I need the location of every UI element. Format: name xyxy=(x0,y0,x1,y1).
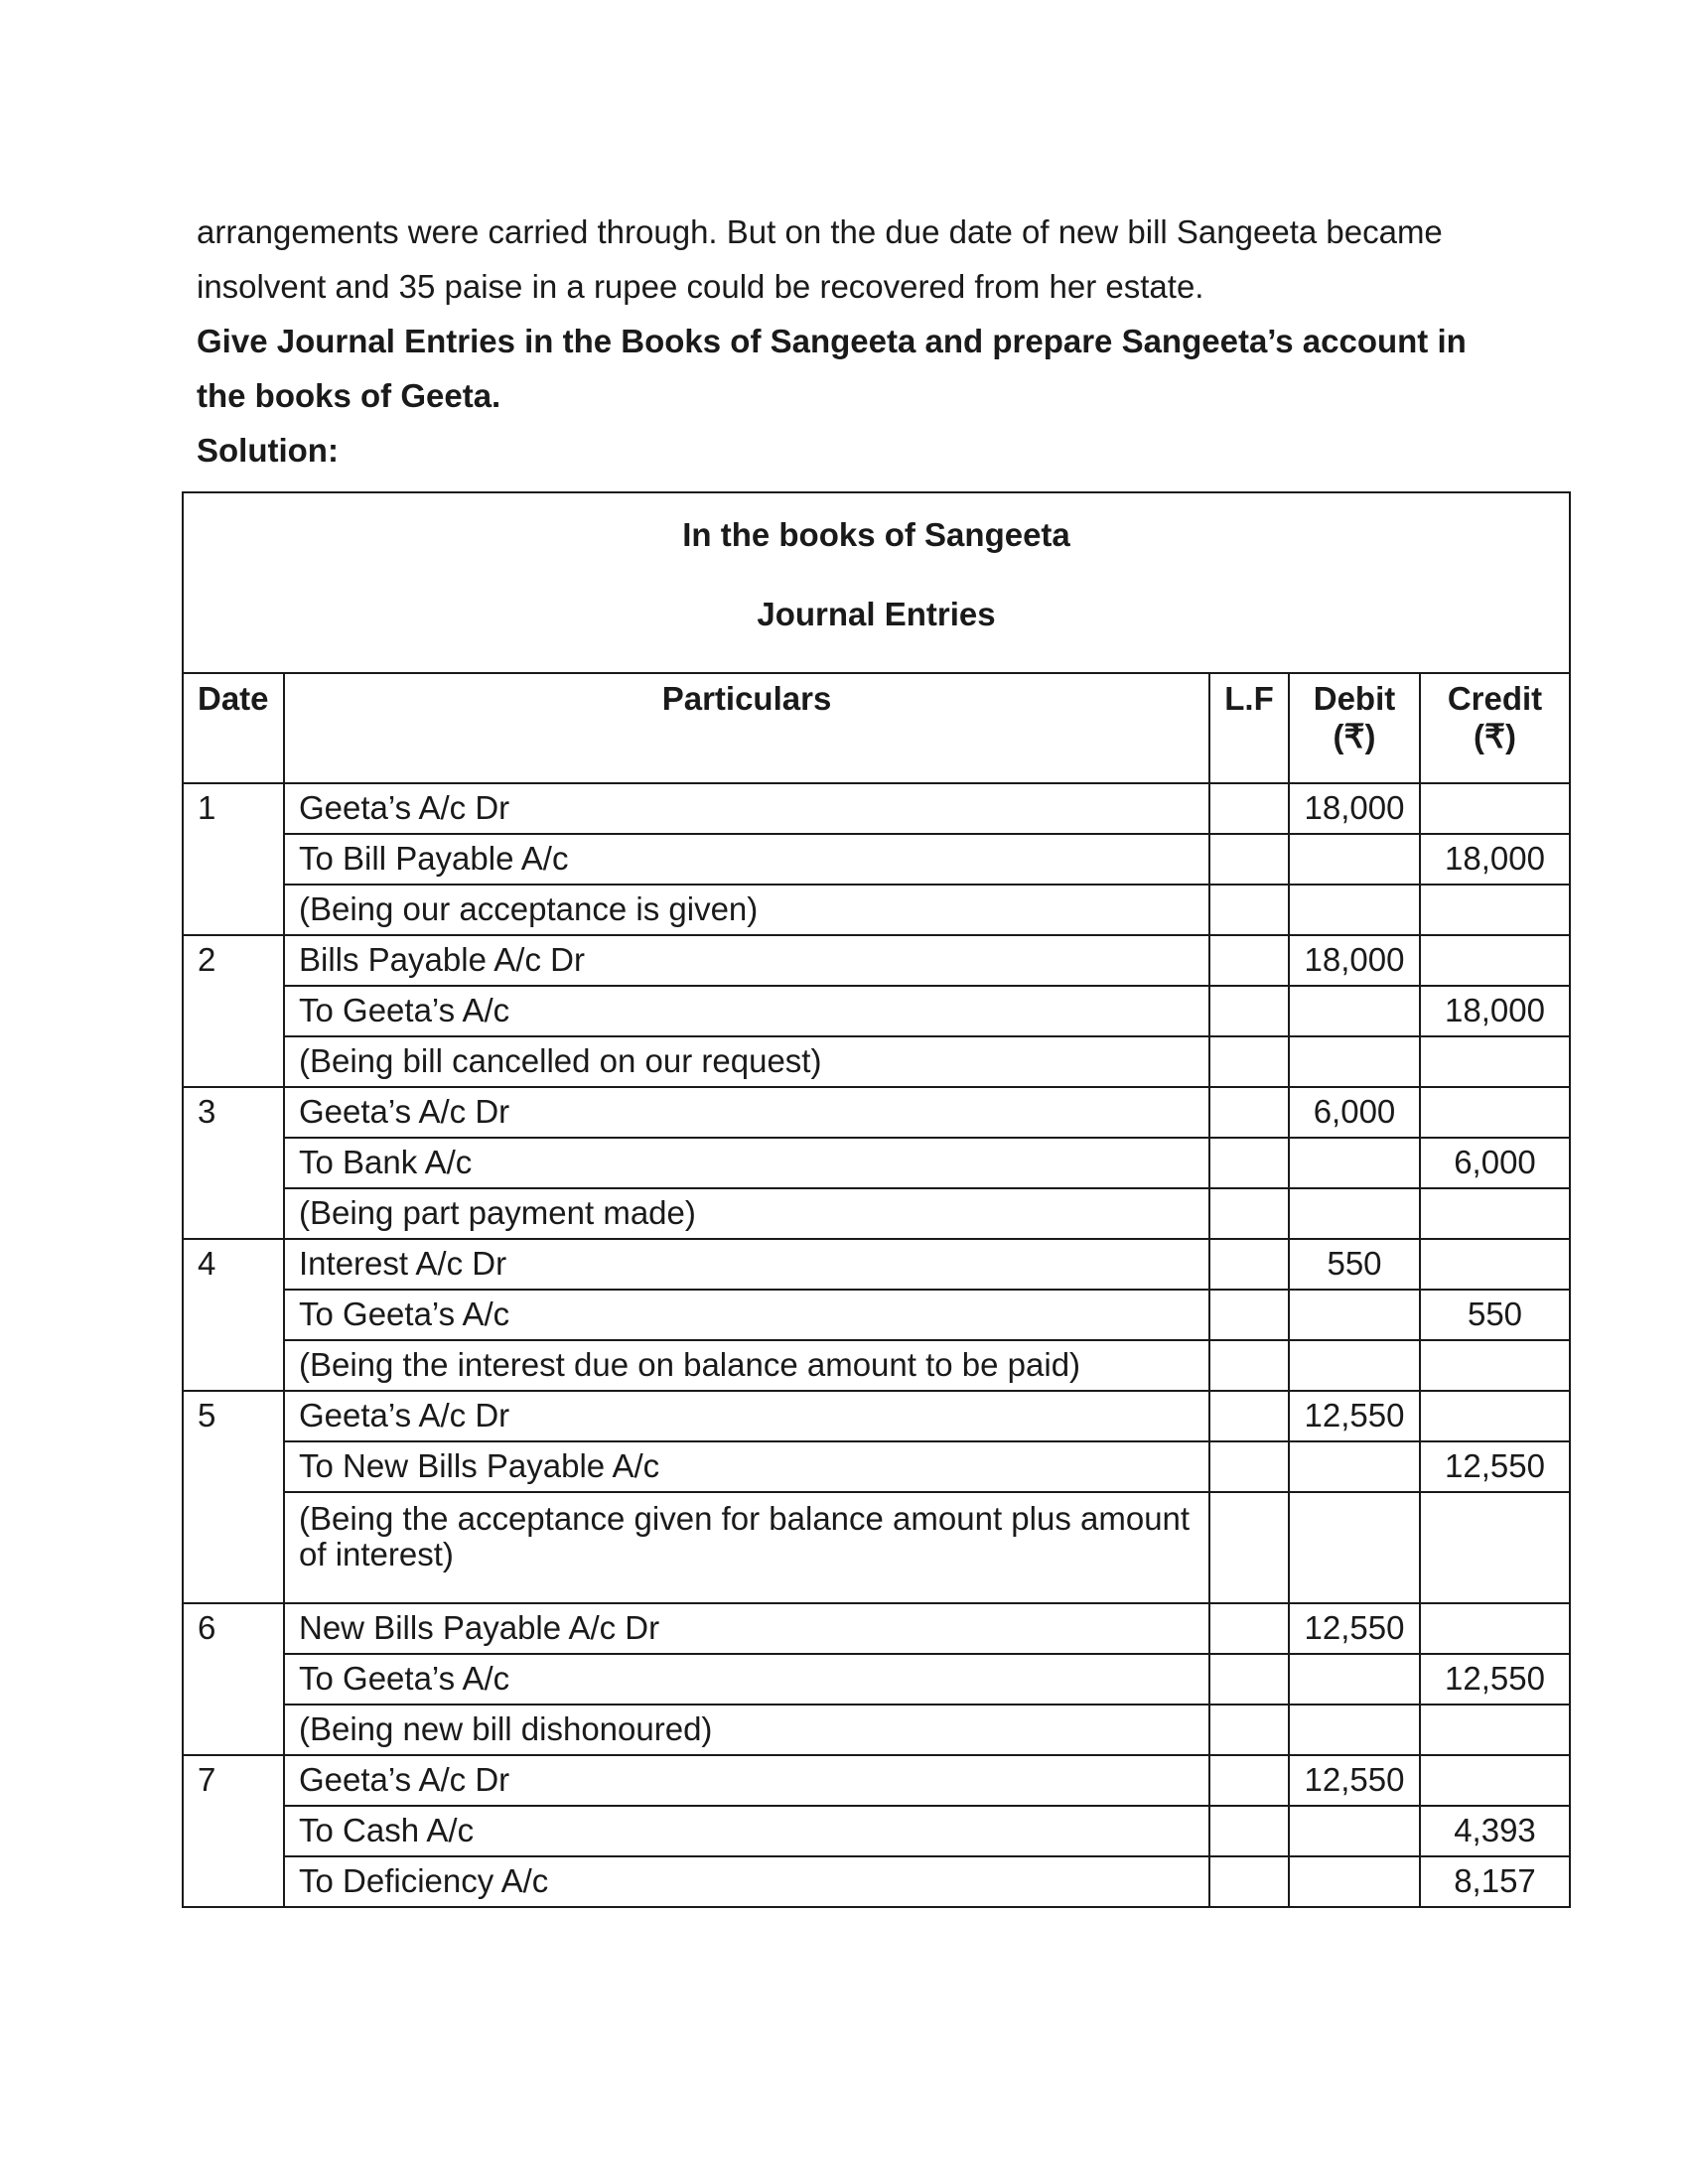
entry-debit: 18,000 xyxy=(1289,935,1420,986)
entry-debit: 6,000 xyxy=(1289,1087,1420,1138)
table-row xyxy=(183,1441,1570,1492)
entry-credit xyxy=(1420,935,1570,986)
entry-particulars: (Being bill cancelled on our request) xyxy=(284,1036,1209,1087)
entry-credit: 18,000 xyxy=(1420,986,1570,1036)
entry-debit xyxy=(1289,1340,1420,1391)
table-row xyxy=(183,1492,1570,1603)
entry-credit xyxy=(1420,1087,1570,1138)
entry-lf xyxy=(1209,1290,1289,1340)
entry-credit: 12,550 xyxy=(1420,1654,1570,1705)
entry-particulars: Geeta’s A/c Dr xyxy=(284,1087,1209,1138)
entry-credit: 8,157 xyxy=(1420,1856,1570,1907)
entry-particulars: (Being new bill dishonoured) xyxy=(284,1705,1209,1755)
table-row xyxy=(183,1755,1570,1806)
table-row xyxy=(183,834,1570,885)
entry-particulars: Geeta’s A/c Dr xyxy=(284,783,1209,834)
entry-particulars: (Being the interest due on balance amount to be paid) xyxy=(284,1340,1209,1391)
entry-date: 6 xyxy=(183,1603,284,1755)
table-row xyxy=(183,1036,1570,1087)
entry-debit: 18,000 xyxy=(1289,783,1420,834)
entry-lf xyxy=(1209,1441,1289,1492)
entry-debit xyxy=(1289,1492,1420,1603)
entry-particulars: Interest A/c Dr xyxy=(284,1239,1209,1290)
entry-particulars: Geeta’s A/c Dr xyxy=(284,1391,1209,1441)
entry-particulars: To Geeta’s A/c xyxy=(284,986,1209,1036)
entry-lf xyxy=(1209,1188,1289,1239)
entry-credit xyxy=(1420,1705,1570,1755)
entry-debit: 12,550 xyxy=(1289,1755,1420,1806)
table-row xyxy=(183,986,1570,1036)
entry-debit xyxy=(1289,1856,1420,1907)
header-credit xyxy=(1420,673,1570,783)
entry-lf xyxy=(1209,935,1289,986)
entry-debit xyxy=(1289,885,1420,935)
journal-title-cell xyxy=(183,492,1570,673)
entry-particulars: To Bill Payable A/c xyxy=(284,834,1209,885)
entry-lf xyxy=(1209,1654,1289,1705)
header-debit xyxy=(1289,673,1420,783)
entry-particulars: To Bank A/c xyxy=(284,1138,1209,1188)
entry-particulars: Bills Payable A/c Dr xyxy=(284,935,1209,986)
journal-subtitle: Journal Entries xyxy=(757,596,996,632)
entry-particulars: To Deficiency A/c xyxy=(284,1856,1209,1907)
entry-date: 3 xyxy=(183,1087,284,1239)
entry-credit xyxy=(1420,1492,1570,1603)
table-row xyxy=(183,1239,1570,1290)
table-row xyxy=(183,783,1570,834)
entry-particulars: Geeta’s A/c Dr xyxy=(284,1755,1209,1806)
entry-debit xyxy=(1289,1441,1420,1492)
entry-lf xyxy=(1209,1856,1289,1907)
entry-credit: 6,000 xyxy=(1420,1138,1570,1188)
intro-paragraph xyxy=(197,205,1487,478)
table-row xyxy=(183,1188,1570,1239)
entry-lf xyxy=(1209,1492,1289,1603)
table-row xyxy=(183,1087,1570,1138)
entry-credit xyxy=(1420,885,1570,935)
table-row xyxy=(183,1391,1570,1441)
table-row xyxy=(183,1138,1570,1188)
entry-particulars: (Being our acceptance is given) xyxy=(284,885,1209,935)
entry-debit xyxy=(1289,1290,1420,1340)
entry-particulars: (Being part payment made) xyxy=(284,1188,1209,1239)
table-row xyxy=(183,1603,1570,1654)
entry-credit xyxy=(1420,1603,1570,1654)
entry-particulars: To New Bills Payable A/c xyxy=(284,1441,1209,1492)
table-row xyxy=(183,1290,1570,1340)
intro-line-1: arrangements were carried through. But on the due date of new bill Sangeeta became xyxy=(197,213,1443,250)
entry-particulars: (Being the acceptance given for balance amount plus amount of interest) xyxy=(284,1492,1209,1603)
entry-debit xyxy=(1289,1138,1420,1188)
entry-date: 4 xyxy=(183,1239,284,1391)
header-date: Date xyxy=(183,673,284,783)
entry-lf xyxy=(1209,1340,1289,1391)
header-credit-unit: (₹) xyxy=(1474,718,1516,754)
entry-credit xyxy=(1420,1755,1570,1806)
entry-lf xyxy=(1209,1087,1289,1138)
entry-credit: 18,000 xyxy=(1420,834,1570,885)
entry-debit xyxy=(1289,1806,1420,1856)
table-row xyxy=(183,1806,1570,1856)
entry-lf xyxy=(1209,986,1289,1036)
entry-debit xyxy=(1289,834,1420,885)
entry-particulars: To Geeta’s A/c xyxy=(284,1290,1209,1340)
entry-credit xyxy=(1420,783,1570,834)
entry-debit: 12,550 xyxy=(1289,1603,1420,1654)
table-header-row xyxy=(183,673,1570,783)
table-row xyxy=(183,935,1570,986)
entry-date: 1 xyxy=(183,783,284,935)
entry-date: 5 xyxy=(183,1391,284,1603)
entry-lf xyxy=(1209,1806,1289,1856)
entry-debit: 550 xyxy=(1289,1239,1420,1290)
journal-body xyxy=(183,783,1570,1907)
table-row xyxy=(183,885,1570,935)
entry-lf xyxy=(1209,1391,1289,1441)
entry-debit xyxy=(1289,1036,1420,1087)
entry-lf xyxy=(1209,1138,1289,1188)
header-credit-label: Credit xyxy=(1447,680,1543,717)
entry-credit xyxy=(1420,1036,1570,1087)
entry-lf xyxy=(1209,1705,1289,1755)
entry-debit: 12,550 xyxy=(1289,1391,1420,1441)
question-line-1: Give Journal Entries in the Books of Sangeeta and prepare Sangeeta’s account in xyxy=(197,323,1467,359)
entry-lf xyxy=(1209,1239,1289,1290)
entry-particulars: New Bills Payable A/c Dr xyxy=(284,1603,1209,1654)
entry-lf xyxy=(1209,885,1289,935)
entry-lf xyxy=(1209,783,1289,834)
header-debit-unit: (₹) xyxy=(1333,718,1376,754)
table-row xyxy=(183,1340,1570,1391)
solution-label: Solution: xyxy=(197,432,339,469)
entry-particulars: To Cash A/c xyxy=(284,1806,1209,1856)
table-row xyxy=(183,1654,1570,1705)
table-row xyxy=(183,1856,1570,1907)
entry-credit: 4,393 xyxy=(1420,1806,1570,1856)
entry-debit xyxy=(1289,1654,1420,1705)
entry-debit xyxy=(1289,1705,1420,1755)
entry-debit xyxy=(1289,1188,1420,1239)
header-particulars: Particulars xyxy=(284,673,1209,783)
header-debit-label: Debit xyxy=(1313,680,1396,717)
entry-credit xyxy=(1420,1239,1570,1290)
entry-debit xyxy=(1289,986,1420,1036)
question-line-2: the books of Geeta. xyxy=(197,377,501,414)
journal-table xyxy=(182,491,1571,1908)
journal-title: In the books of Sangeeta xyxy=(682,516,1070,553)
table-row xyxy=(183,1705,1570,1755)
entry-credit: 550 xyxy=(1420,1290,1570,1340)
intro-line-2: insolvent and 35 paise in a rupee could be recovered from her estate. xyxy=(197,268,1204,305)
entry-lf xyxy=(1209,1036,1289,1087)
entry-credit: 12,550 xyxy=(1420,1441,1570,1492)
entry-credit xyxy=(1420,1340,1570,1391)
entry-lf xyxy=(1209,1755,1289,1806)
entry-particulars: To Geeta’s A/c xyxy=(284,1654,1209,1705)
entry-credit xyxy=(1420,1391,1570,1441)
entry-date: 2 xyxy=(183,935,284,1087)
entry-lf xyxy=(1209,834,1289,885)
entry-lf xyxy=(1209,1603,1289,1654)
entry-date: 7 xyxy=(183,1755,284,1907)
header-lf: L.F xyxy=(1209,673,1289,783)
entry-credit xyxy=(1420,1188,1570,1239)
